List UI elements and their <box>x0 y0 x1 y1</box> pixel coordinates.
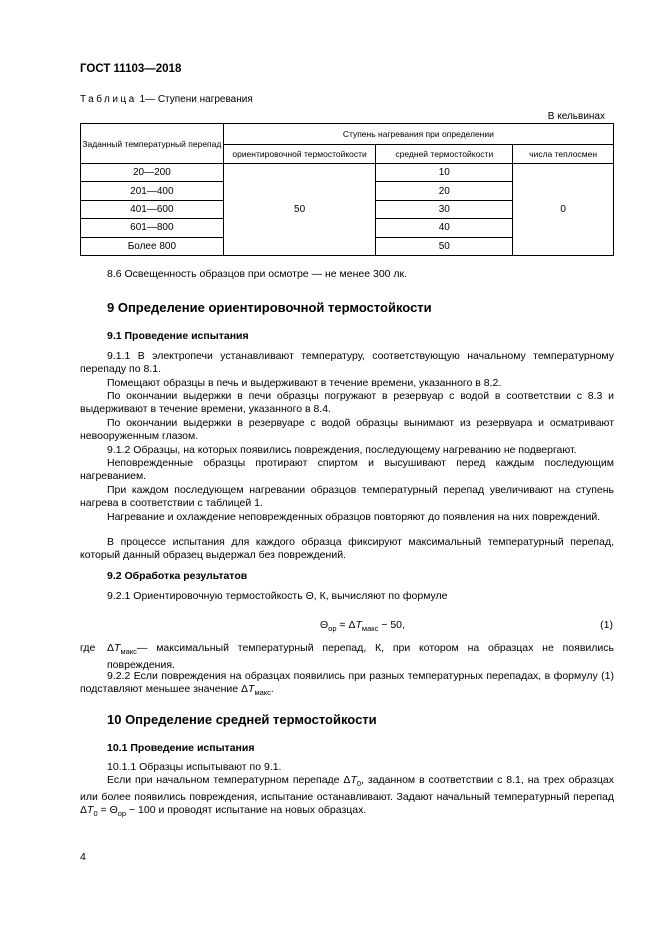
header-average-resistance: средней термостойкости <box>376 145 513 164</box>
avg-step-cell: 30 <box>376 200 513 218</box>
table-caption-text: 1— Ступени нагревания <box>139 94 253 105</box>
where-word: где <box>80 642 96 654</box>
formula-t: T <box>355 619 362 631</box>
p922-t: T <box>248 683 255 696</box>
formula-sub-max: макс <box>361 624 379 634</box>
subsection-9-1-title: 9.1 Проведение испытания <box>107 330 249 342</box>
paragraph: Помещают образцы в печь и выдерживают в течение времени, указанного в 8.2. <box>107 377 502 389</box>
paragraph-9-2-1: 9.2.1 Ориентировочную термостойкость Θ, К, вычисляют по формуле <box>107 590 448 602</box>
paragraph <box>80 774 614 820</box>
section-10-title: 10 Определение средней термостойкости <box>107 712 377 727</box>
where-t: T <box>114 642 121 654</box>
table-caption <box>80 94 253 105</box>
header-heating-step-group: Ступень нагревания при определении <box>223 124 613 145</box>
range-cell: 201—400 <box>81 182 224 200</box>
paragraph: Неповрежденные образцы протирают спиртом и высушивают перед каждым последующим нагреванием. <box>80 457 614 483</box>
paragraph: По окончании выдержки в печи образцы погружают в резервуар с водой в соответствии с 8.3 и выдерживают в течение времени, указанного в 8.4. <box>80 390 614 416</box>
subsection-9-2-title: 9.2 Обработка результатов <box>107 570 248 582</box>
where-definition <box>107 642 614 672</box>
formula-theta: Θ <box>320 619 329 631</box>
range-cell: 401—600 <box>81 200 224 218</box>
table-unit: В кельвинах <box>547 111 605 122</box>
where-delta: Δ <box>107 642 115 654</box>
header-thermal-cycles: числа теплосмен <box>513 145 614 164</box>
header-temperature-difference: Заданный температурный перепад <box>81 124 224 164</box>
approx-step-cell: 50 <box>223 164 376 256</box>
paragraph: В процессе испытания для каждого образца фиксируют максимальный температурный перепад, который данный образец выдержал без повреждений. <box>80 536 614 562</box>
table-caption-word: Таблица <box>80 94 137 105</box>
range-cell: 601—800 <box>81 219 224 237</box>
paragraph: При каждом последующем нагревании образцов температурный перепад увеличивают на ступень нагрева в соответствии с таблицей 1. <box>80 484 614 510</box>
p10-sub3: ор <box>117 809 127 818</box>
heating-steps-table <box>80 123 614 256</box>
header-approx-resistance: ориентировочной термостойкости <box>223 145 376 164</box>
subsection-10-1-title: 10.1 Проведение испытания <box>107 742 255 754</box>
paragraph-9-1-1: 9.1.1 В электропечи устанавливают температуру, соответствующую начальному температурному перепаду по 8.1. <box>80 350 614 376</box>
p10-part3: = Θ <box>97 803 118 816</box>
paragraph: По окончании выдержки в резервуаре с водой образцы вынимают из резервуара и осматривают невооруженным глазом. <box>80 417 614 443</box>
p10-part1: Если при начальном температурном перепаде Δ <box>107 774 351 786</box>
formula-number: (1) <box>600 619 613 631</box>
p922-sub: макс <box>254 688 271 698</box>
formula-tail: − 50, <box>378 619 405 631</box>
p922-end: . <box>270 683 274 696</box>
paragraph: Нагревание и охлаждение неповрежденных образцов повторяют до появления на них повреждений. <box>107 511 601 523</box>
formula-eq: = Δ <box>336 619 356 631</box>
p10-part2: , заданном в соответствии с 8.1, на трех образцах или более появились повреждения, испытание останавливают. Задают начальный температурный перепад Δ <box>80 774 614 816</box>
avg-step-cell: 20 <box>376 182 513 200</box>
page-number: 4 <box>80 851 86 863</box>
paragraph-9-2-2-text: 9.2.2 Если повреждения на образцах появились при разных температурных перепадах, в формулу (1) подставляют меньшее значение Δ <box>80 670 614 696</box>
paragraph-9-1-2: 9.1.2 Образцы, на которых появились повреждения, последующему нагреванию не подвергают. <box>107 444 577 456</box>
p10-sub: 0 <box>356 779 362 789</box>
p10-sub2: 0 <box>93 809 98 818</box>
avg-step-cell: 40 <box>376 219 513 237</box>
avg-step-cell: 10 <box>376 164 513 182</box>
range-cell: Более 800 <box>81 237 224 255</box>
avg-step-cell: 50 <box>376 237 513 255</box>
p10-t: T <box>350 774 357 786</box>
p10-part4: − 100 и проводят испытание на новых образцах. <box>126 803 367 816</box>
section-9-title: 9 Определение ориентировочной термостойкости <box>107 300 432 315</box>
where-text: — максимальный температурный перепад, К, при котором на образцах не появились повреждения. <box>107 642 614 671</box>
p10-t2: T <box>87 803 94 816</box>
range-cell: 20—200 <box>81 164 224 182</box>
paragraph-9-2-2 <box>80 670 614 700</box>
formula-sub-or: ор <box>328 624 337 634</box>
document-header: ГОСТ 11103—2018 <box>80 63 182 75</box>
cycles-step-cell: 0 <box>513 164 614 256</box>
where-sub: макс <box>120 647 137 657</box>
paragraph-8-6: 8.6 Освещенность образцов при осмотре — не менее 300 лк. <box>107 268 408 280</box>
formula-1 <box>320 619 405 633</box>
paragraph-10-1-1: 10.1.1 Образцы испытывают по 9.1. <box>107 761 282 773</box>
